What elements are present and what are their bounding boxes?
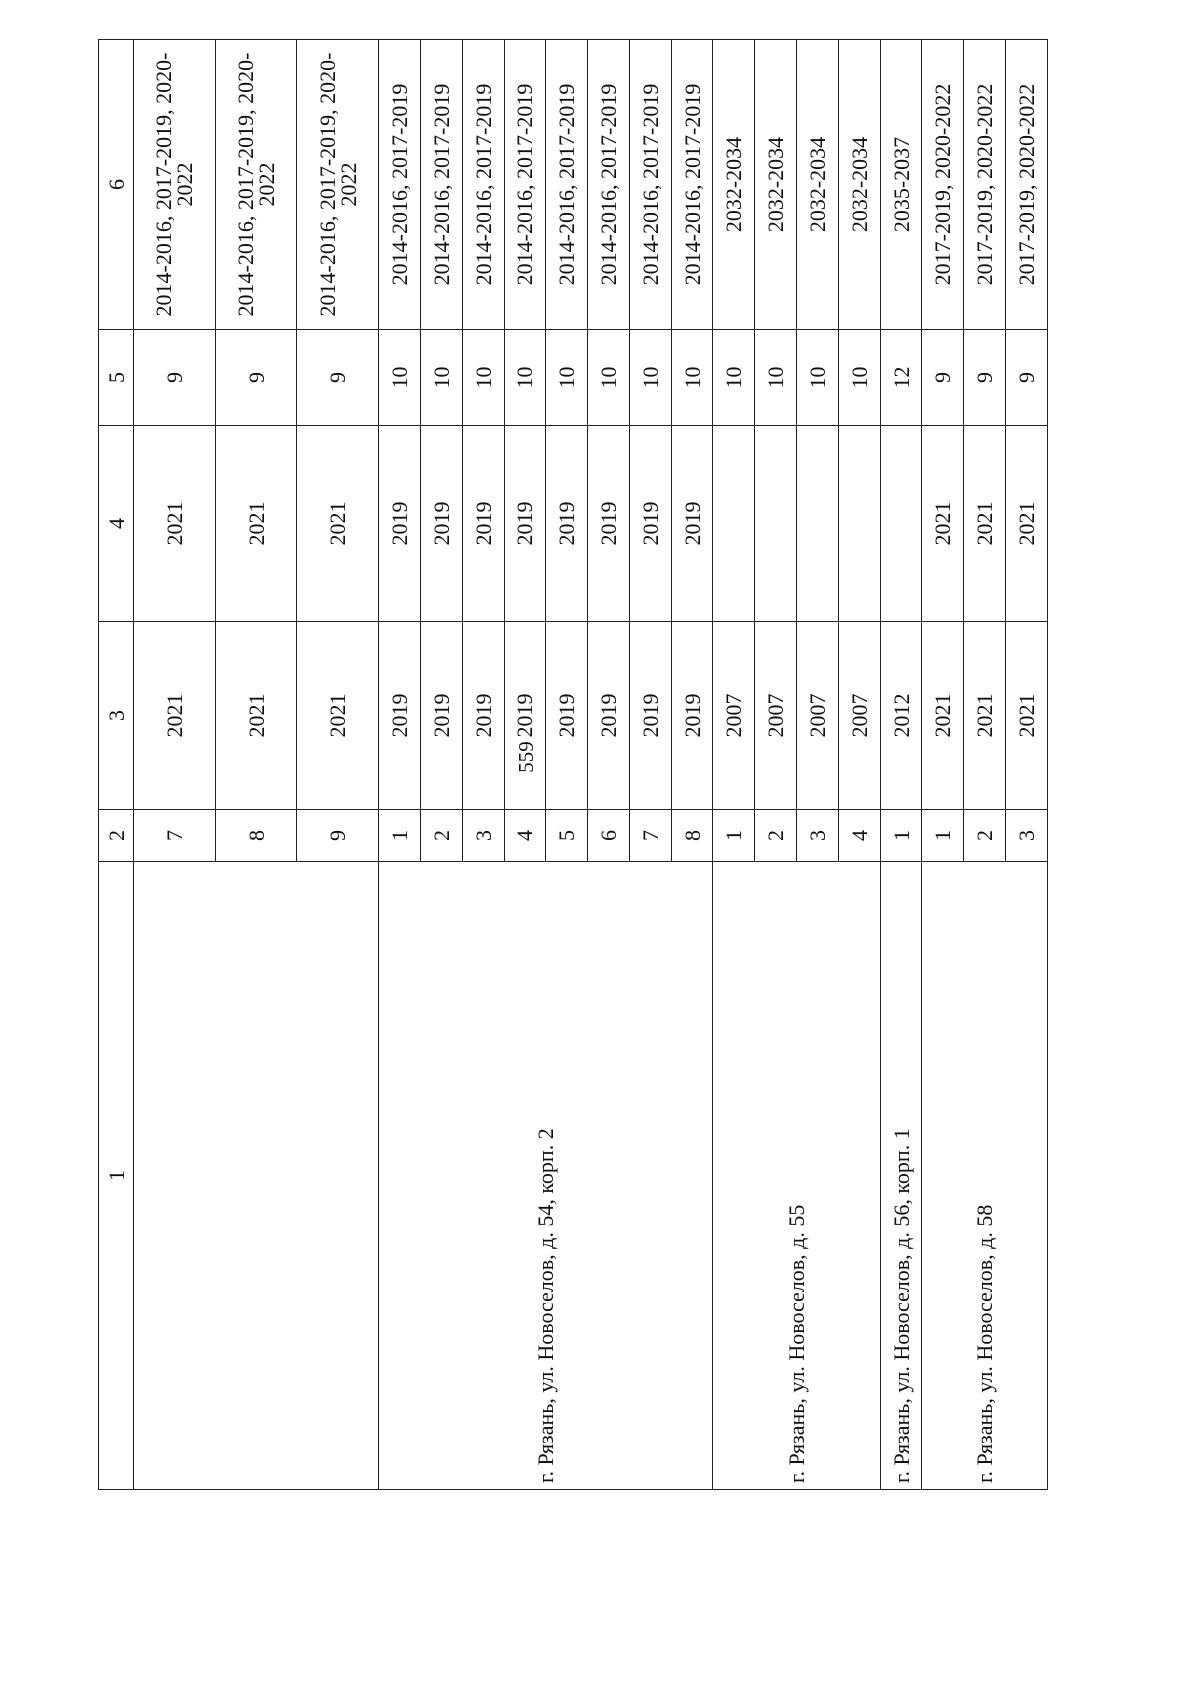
cell-c5: 10 bbox=[420, 330, 462, 426]
cell-c4: 2021 bbox=[1006, 426, 1048, 622]
cell-n: 3 bbox=[797, 810, 839, 862]
page-number: 559 bbox=[514, 741, 538, 773]
cell-c3: 2007 bbox=[797, 622, 839, 810]
header-cell-5: 5 bbox=[99, 330, 134, 426]
table-row bbox=[922, 40, 964, 1490]
cell-c4: 2021 bbox=[922, 426, 964, 622]
cell-n: 1 bbox=[922, 810, 964, 862]
cell-c3: 2019 bbox=[420, 622, 462, 810]
cell-c5: 9 bbox=[1006, 330, 1048, 426]
cell-c5: 10 bbox=[504, 330, 546, 426]
cell-c6: 2014-2016, 2017-2019 bbox=[379, 40, 421, 330]
cell-c6: 2017-2019, 2020-2022 bbox=[964, 40, 1006, 330]
cell-c6: 2035-2037 bbox=[880, 40, 922, 330]
cell-c5: 9 bbox=[297, 330, 379, 426]
cell-c3: 2021 bbox=[215, 622, 297, 810]
cell-c3: 2021 bbox=[1006, 622, 1048, 810]
cell-n: 7 bbox=[134, 810, 216, 862]
cell-n: 1 bbox=[379, 810, 421, 862]
cell-n: 6 bbox=[588, 810, 630, 862]
cell-c5: 10 bbox=[629, 330, 671, 426]
schedule-table bbox=[98, 39, 1048, 1490]
table-row bbox=[134, 40, 216, 1490]
cell-c4 bbox=[797, 426, 839, 622]
cell-c4 bbox=[713, 426, 755, 622]
cell-c4: 2019 bbox=[671, 426, 713, 622]
table-body bbox=[134, 40, 1048, 1490]
address-cell: г. Рязань, ул. Новоселов, д. 54, корп. 2 bbox=[379, 862, 713, 1490]
cell-n: 2 bbox=[964, 810, 1006, 862]
cell-n: 2 bbox=[755, 810, 797, 862]
cell-c3: 2019 bbox=[629, 622, 671, 810]
cell-c5: 10 bbox=[797, 330, 839, 426]
cell-c4: 2019 bbox=[629, 426, 671, 622]
cell-c6: 2032-2034 bbox=[797, 40, 839, 330]
cell-n: 1 bbox=[713, 810, 755, 862]
header-cell-2: 2 bbox=[99, 810, 134, 862]
cell-c5: 9 bbox=[964, 330, 1006, 426]
cell-n: 1 bbox=[880, 810, 922, 862]
cell-c4: 2019 bbox=[420, 426, 462, 622]
cell-c3: 2019 bbox=[546, 622, 588, 810]
cell-c4: 2019 bbox=[588, 426, 630, 622]
cell-c3: 2019 bbox=[671, 622, 713, 810]
cell-n: 8 bbox=[215, 810, 297, 862]
cell-c6: 2014-2016, 2017-2019 bbox=[504, 40, 546, 330]
table-row bbox=[713, 40, 755, 1490]
header-cell-4: 4 bbox=[99, 426, 134, 622]
cell-c5: 9 bbox=[922, 330, 964, 426]
header-row bbox=[99, 40, 134, 1490]
address-cell: г. Рязань, ул. Новоселов, д. 55 bbox=[713, 862, 880, 1490]
cell-c6: 2014-2016, 2017-2019 bbox=[588, 40, 630, 330]
cell-c4: 2021 bbox=[215, 426, 297, 622]
header-cell-1: 1 bbox=[99, 862, 134, 1490]
cell-n: 4 bbox=[838, 810, 880, 862]
cell-c5: 10 bbox=[546, 330, 588, 426]
cell-c5: 12 bbox=[880, 330, 922, 426]
cell-c4: 2021 bbox=[134, 426, 216, 622]
table-stage bbox=[98, 40, 1048, 1490]
cell-c5: 10 bbox=[588, 330, 630, 426]
cell-n: 4 bbox=[504, 810, 546, 862]
cell-c3: 2007 bbox=[838, 622, 880, 810]
cell-c4: 2019 bbox=[546, 426, 588, 622]
cell-c5: 10 bbox=[838, 330, 880, 426]
cell-n: 2 bbox=[420, 810, 462, 862]
cell-c6: 2014-2016, 2017-2019 bbox=[546, 40, 588, 330]
cell-c3: 2021 bbox=[134, 622, 216, 810]
cell-c3: 2019 bbox=[379, 622, 421, 810]
cell-c5: 10 bbox=[755, 330, 797, 426]
cell-c6: 2032-2034 bbox=[838, 40, 880, 330]
cell-c4 bbox=[755, 426, 797, 622]
cell-c3: 2021 bbox=[964, 622, 1006, 810]
cell-n: 9 bbox=[297, 810, 379, 862]
cell-c6: 2032-2034 bbox=[713, 40, 755, 330]
cell-c5: 9 bbox=[215, 330, 297, 426]
cell-c6: 2014-2016, 2017-2019, 2020-2022 bbox=[215, 40, 297, 330]
cell-c6: 2014-2016, 2017-2019 bbox=[671, 40, 713, 330]
cell-c5: 10 bbox=[462, 330, 504, 426]
cell-n: 3 bbox=[1006, 810, 1048, 862]
address-cell bbox=[134, 862, 379, 1490]
cell-c3: 2019 bbox=[588, 622, 630, 810]
cell-c5: 10 bbox=[379, 330, 421, 426]
cell-c4: 2019 bbox=[462, 426, 504, 622]
cell-c3: 2021 bbox=[922, 622, 964, 810]
table-row bbox=[880, 40, 922, 1490]
cell-n: 8 bbox=[671, 810, 713, 862]
cell-c4: 2019 bbox=[379, 426, 421, 622]
cell-c6: 2014-2016, 2017-2019 bbox=[420, 40, 462, 330]
cell-c3: 2019 bbox=[504, 622, 546, 810]
cell-n: 3 bbox=[462, 810, 504, 862]
cell-c5: 9 bbox=[134, 330, 216, 426]
cell-c4 bbox=[880, 426, 922, 622]
cell-c6: 2014-2016, 2017-2019, 2020-2022 bbox=[297, 40, 379, 330]
cell-c3: 2007 bbox=[755, 622, 797, 810]
cell-c6: 2014-2016, 2017-2019 bbox=[629, 40, 671, 330]
rotated-table-wrapper bbox=[98, 40, 1048, 1490]
cell-c3: 2021 bbox=[297, 622, 379, 810]
address-cell: г. Рязань, ул. Новоселов, д. 58 bbox=[922, 862, 1048, 1490]
cell-c4: 2019 bbox=[504, 426, 546, 622]
header-cell-6: 6 bbox=[99, 40, 134, 330]
cell-c6: 2017-2019, 2020-2022 bbox=[1006, 40, 1048, 330]
cell-c3: 2007 bbox=[713, 622, 755, 810]
header-cell-3: 3 bbox=[99, 622, 134, 810]
cell-c3: 2019 bbox=[462, 622, 504, 810]
cell-n: 5 bbox=[546, 810, 588, 862]
cell-c6: 2032-2034 bbox=[755, 40, 797, 330]
cell-c5: 10 bbox=[671, 330, 713, 426]
cell-c4 bbox=[838, 426, 880, 622]
address-cell: г. Рязань, ул. Новоселов, д. 56, корп. 1 bbox=[880, 862, 922, 1490]
cell-c6: 2014-2016, 2017-2019 bbox=[462, 40, 504, 330]
cell-c4: 2021 bbox=[964, 426, 1006, 622]
cell-c5: 10 bbox=[713, 330, 755, 426]
cell-c6: 2017-2019, 2020-2022 bbox=[922, 40, 964, 330]
table-row bbox=[379, 40, 421, 1490]
cell-c4: 2021 bbox=[297, 426, 379, 622]
cell-c3: 2012 bbox=[880, 622, 922, 810]
cell-n: 7 bbox=[629, 810, 671, 862]
cell-c6: 2014-2016, 2017-2019, 2020-2022 bbox=[134, 40, 216, 330]
